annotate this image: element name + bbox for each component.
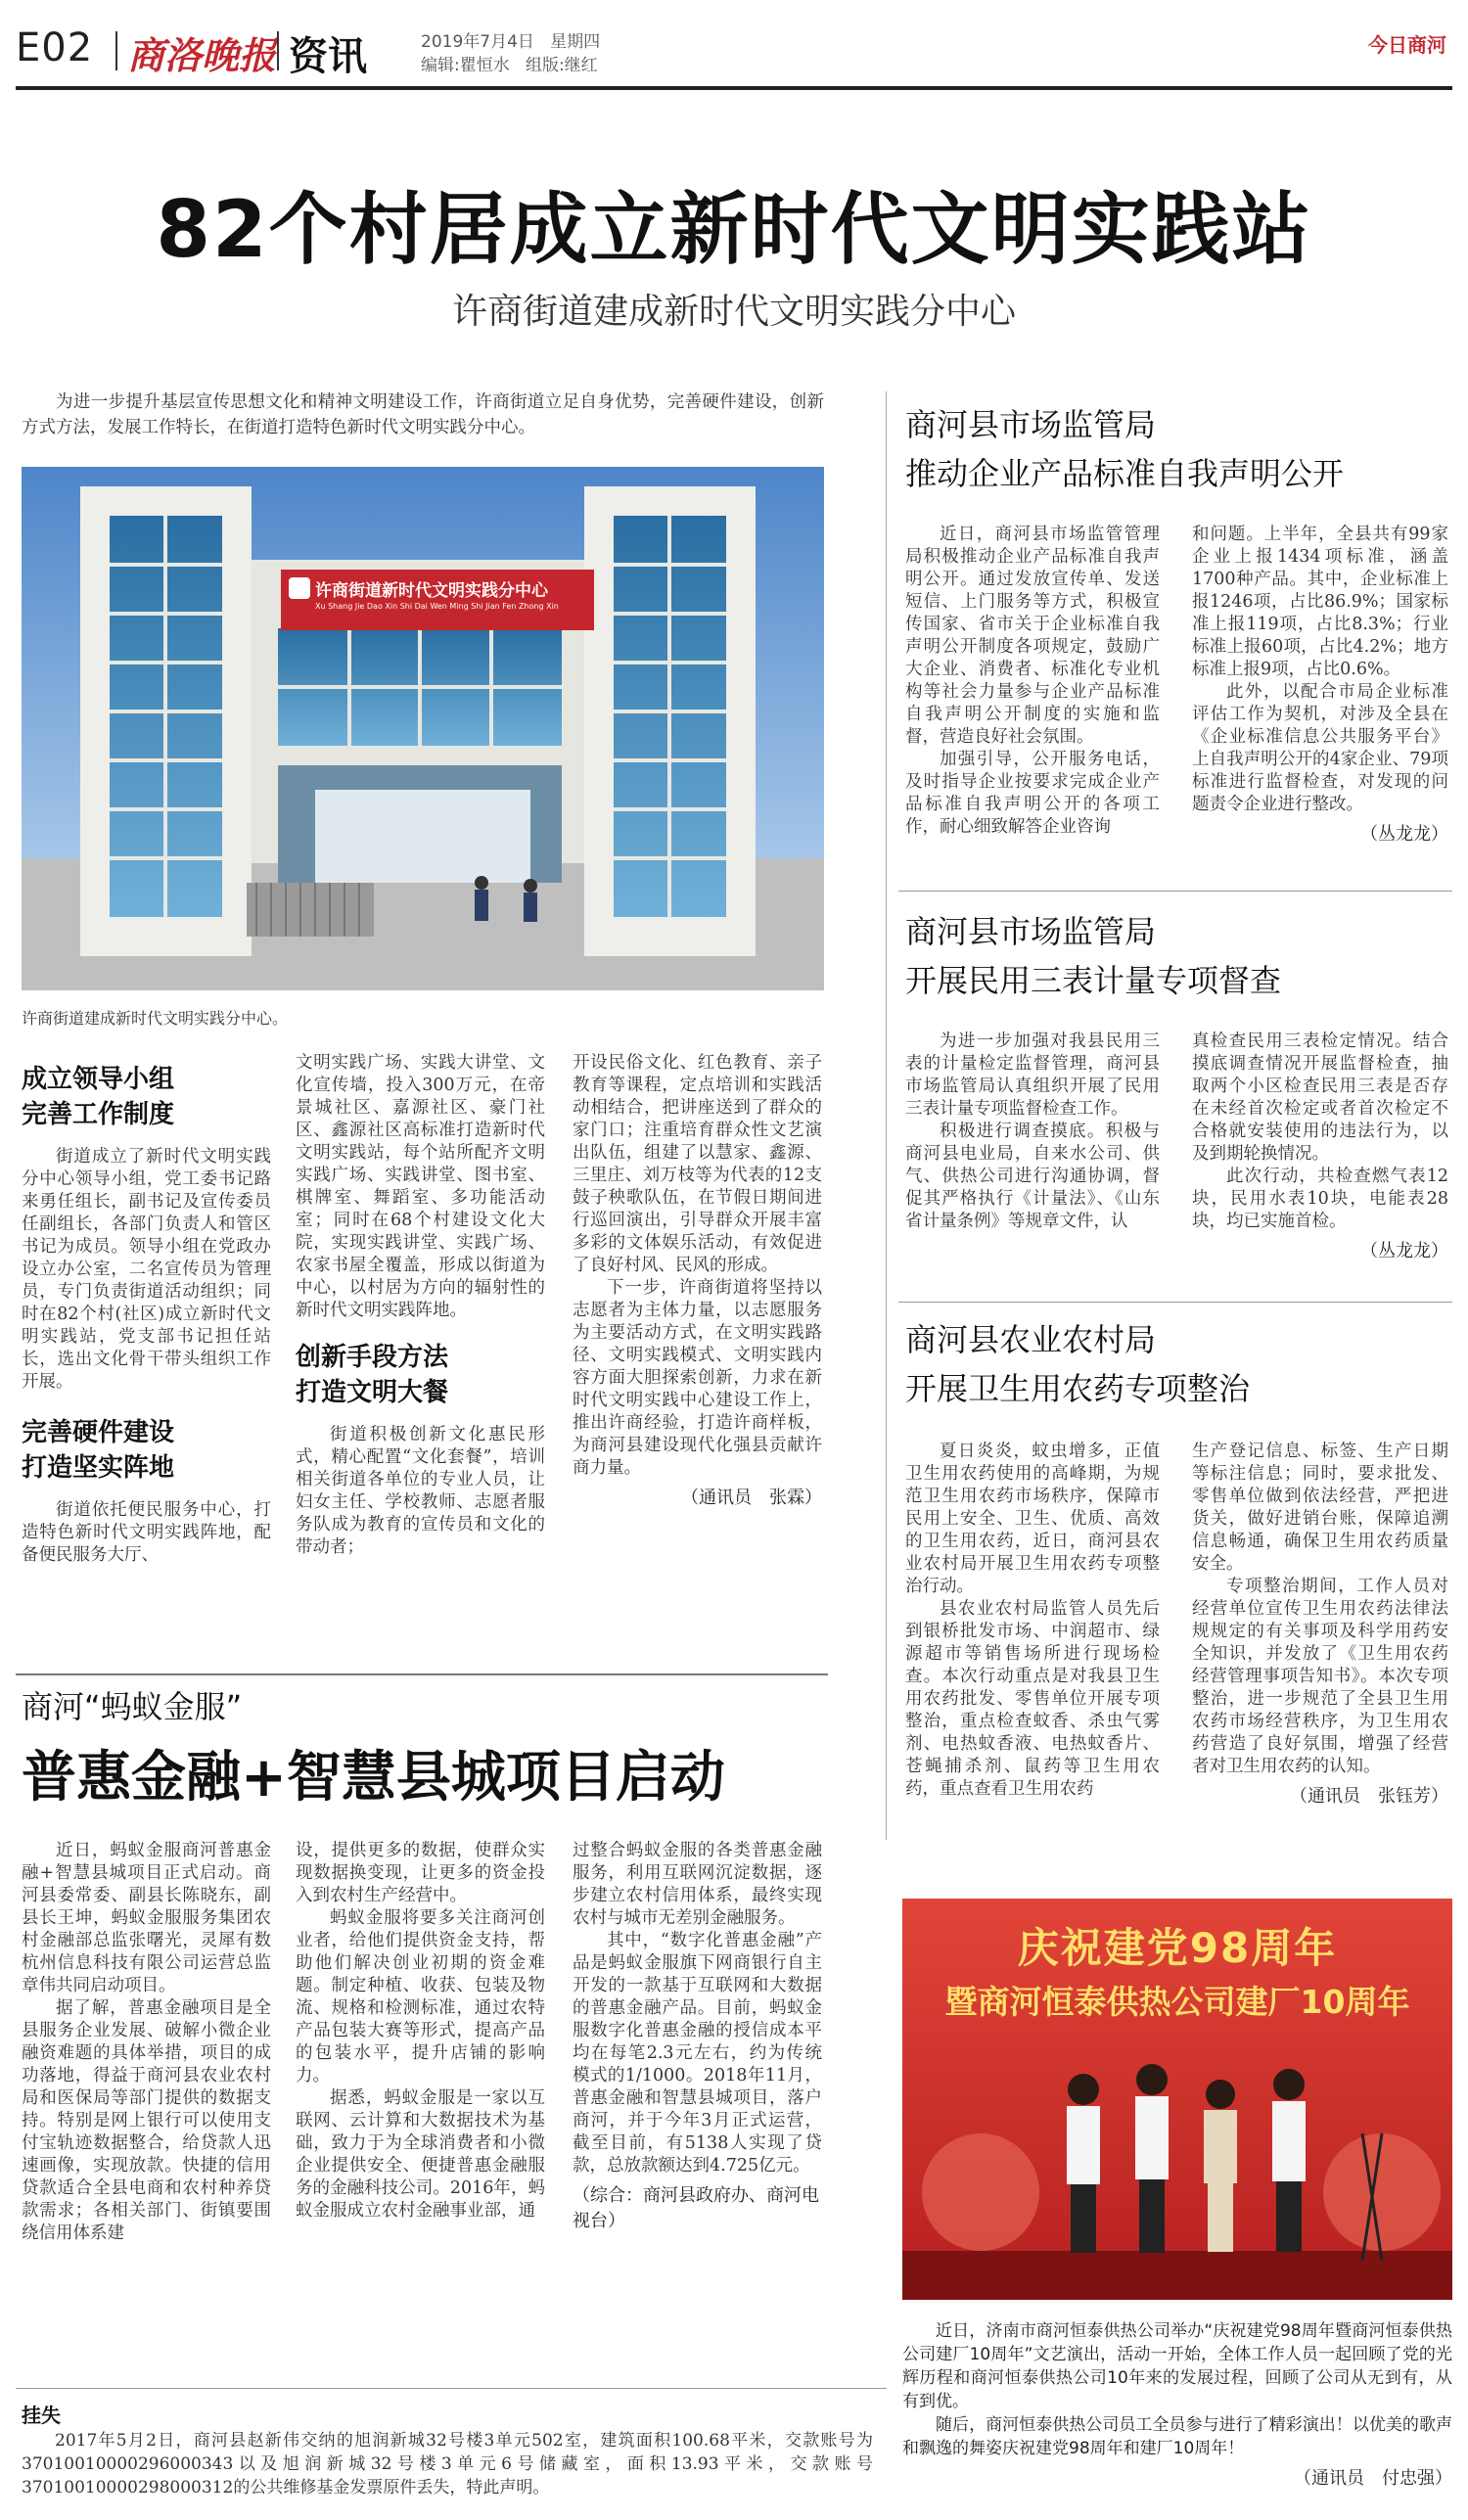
market2-paragraph-1: 为进一步加强对我县民用三表的计量检定监督管理，商河县市场监管局认真组织开展了民用三表计量专项监督检查工作。 (905, 1031, 1160, 1119)
editor-text: 编辑:瞿恒水 (421, 56, 510, 75)
agri-paragraph-1: 夏日炎炎，蚊虫增多，正值卫生用农药使用的高峰期，为规范卫生用农药市场秩序，保障市民用上安全、卫生、优质、高效的卫生用农药，近日，商河县农业农村局开展卫生用农药专项整治行动。 (905, 1442, 1160, 1596)
weekday-text: 星期四 (550, 32, 601, 52)
celebration-paragraph-2: 随后，商河恒泰供热公司员工全员参与进行了精彩演出！以优美的歌声和飘逸的舞姿庆祝建党98周年和建厂10周年！ (902, 2415, 1452, 2458)
photo-sign-pinyin: Xu Shang Jie Dao Xin Shi Dai Wen Ming Shi Jian Fen Zhong Xin (315, 602, 559, 611)
editor-credit (421, 51, 598, 75)
notice-top-rule (16, 2388, 887, 2389)
market2-byline: （丛龙龙） (1360, 1241, 1448, 1261)
section-label: 资讯 (289, 34, 367, 79)
ant-byline: （综合：商河县政府办、商河电视台） (573, 2185, 819, 2231)
market2-column-2 (1192, 1031, 1448, 1262)
market1-column-1 (905, 524, 1160, 839)
market1-paragraph-3: 和问题。上半年，全县共有99家企业上报1434项标准，涵盖1700种产品。其中，企业标准上报1246项，占比86.9%；国家标准上报119项，占比8.3%；行业标准上报60项，占比4.2%；地方标准上报9项，占比0.6%。 (1192, 525, 1448, 679)
lead-subtitle: 许商街道建成新时代文明实践分中心 (451, 292, 1016, 332)
issue-date (421, 27, 600, 52)
lead-subhead-1: 成立领导小组 完善工作制度 (22, 1065, 175, 1129)
notice-title: 挂失 (22, 2404, 61, 2427)
lead-bottom-rule (16, 1673, 828, 1675)
agri-paragraph-2: 县农业农村局监管人员先后到银桥批发市场、中润超市、绿源超市等销售场所进行现场检查。本次行动重点是对我县卫生用农药批发、零售单位开展专项整治，重点检查蚊香、杀虫气雾剂、电热蚊香液、电热蚊香片、苍蝇捕杀剂、鼠药等卫生用农药，重点查看卫生用农药 (905, 1599, 1160, 1799)
market1-byline: （丛龙龙） (1360, 824, 1448, 845)
market2-column-1 (905, 1031, 1160, 1233)
market2-title-line1: 商河县市场监管局 (905, 913, 1157, 950)
celebration-byline: （通讯员 付忠强） (1294, 2468, 1452, 2489)
agri-title-line1: 商河县农业农村局 (905, 1321, 1157, 1358)
market2-bottom-rule (898, 1302, 1452, 1303)
lead-paragraph-3: 文明实践广场、实践大讲堂、文化宣传墙，投入300万元，在帝景城社区、嘉源社区、豪门社区、鑫源社区高标准打造新时代文明实践站，每个站所配齐文明实践广场、实践讲堂、图书室、棋牌室、舞蹈室、多功能活动室；同时在68个村建设文化大院，实现实践讲堂、实践广场、农家书屋全覆盖，形成以街道为中心，以村居为方向的辐射性的新时代文明实践阵地。 (296, 1053, 545, 1320)
ant-paragraph-6: 过整合蚂蚁金服的各类普惠金融服务，利用互联网沉淀数据，逐步建立农村信用体系，最终实现农村与城市无差别金融服务。 (573, 1841, 822, 1928)
photo-caption: 许商街道建成新时代文明实践分中心。 (22, 1009, 289, 1028)
market1-paragraph-1: 近日，商河县市场监管管理局积极推动企业产品标准自我声明公开。通过发放宣传单、发送短信、上门服务等方式，积极宣传国家、省市关于企业标准自我声明公开制度各项规定，鼓励广大企业、消费者、标准化专业机构等社会力量参与企业产品标准自我声明公开制度的实施和监督，营造良好社会氛围。 (905, 525, 1160, 747)
column-divider (886, 391, 887, 1840)
lead-title: 82个村居成立新时代文明实践站 (156, 184, 1312, 275)
market2-paragraph-4: 此次行动，共检查燃气表12块，民用水表10块，电能表28块，均已实施首检。 (1192, 1167, 1448, 1231)
layout-text: 组版:继红 (525, 56, 598, 75)
market2-paragraph-2: 积极进行调查摸底。积极与商河县电业局，自来水公司、供气、供热公司进行沟通协调，督促其严格执行《计量法》、《山东省计量条例》等规章文件，认 (905, 1122, 1160, 1231)
market2-paragraph-3: 真检查民用三表检定情况。结合摸底调查情况开展监督检查，抽取两个小区检查民用三表是否存在未经首次检定或者首次检定不合格就安装使用的违法行为，以及到期轮换情况。 (1192, 1031, 1448, 1164)
masthead-rule (16, 86, 1452, 90)
masthead-divider (277, 31, 279, 70)
market1-paragraph-2: 加强引导，公开服务电话，及时指导企业按要求完成企业产品标准自我声明公开的各项工作，耐心细致解答企业咨询 (905, 750, 1160, 837)
masthead-divider (115, 31, 117, 70)
agri-column-1 (905, 1441, 1160, 1801)
market1-paragraph-4: 此外，以配合市局企业标准评估工作为契机，对涉及全县在《企业标准信息公共服务平台》上自我声明公开的4家企业、79项标准进行监督检查，对发现的问题责令企业进行整改。 (1192, 682, 1448, 814)
agri-paragraph-4: 专项整治期间，工作人员对经营单位宣传卫生用农药法律法规规定的有关事项及科学用药安全知识，并发放了《卫生用农药经营管理事项告知书》。本次专项整治，进一步规范了全县卫生用农药市场经营秩序，为卫生用农药营造了良好氛围，增强了经营者对卫生用农药的认知。 (1192, 1577, 1448, 1776)
lead-column-2 (296, 1052, 545, 1559)
market2-title-line2: 开展民用三表计量专项督查 (905, 962, 1282, 999)
ant-paragraph-3: 设，提供更多的数据，使群众实现数据换变现，让更多的资金投入到农村生产经营中。 (296, 1841, 545, 1905)
ant-paragraph-5: 据悉，蚂蚁金服是一家以互联网、云计算和大数据技术为基础，致力于为全球消费者和小微企业提供安全、便捷普惠金融服务的金融科技公司。2016年，蚂蚁金服成立农村金融事业部，通 (296, 2088, 545, 2221)
agri-paragraph-3: 生产登记信息、标签、生产日期等标注信息；同时，要求批发、零售单位做到依法经营，严把进货关，做好进销台账，保障追溯信息畅通，确保卫生用农药质量安全。 (1192, 1442, 1448, 1574)
lead-byline: （通讯员 张霖） (681, 1488, 822, 1508)
corner-tag: 今日商河 (1368, 33, 1446, 57)
ant-paragraph-1: 近日，蚂蚁金服商河普惠金融+智慧县城项目正式启动。商河县委常委、副县长陈晓东，副县长王坤，蚂蚁金服服务集团农村金融部总监张曙光，灵犀有数杭州信息科技有限公司运营总监章伟共同启动项目。 (22, 1841, 271, 1995)
ant-paragraph-2: 据了解，普惠金融项目是全县服务企业发展、破解小微企业融资难题的具体举措，项目的成功落地，得益于商河县农业农村局和医保局等部门提供的数据支持。特别是网上银行可以使用支付宝轨迹数据整合，给贷款人迅速画像，实现放款。快捷的信用贷款适合全县电商和农村种养贷款需求；各相关部门、街镇要围绕信用体系建 (22, 1998, 271, 2243)
lead-subhead-2: 完善硬件建设 打造坚实阵地 (22, 1418, 175, 1483)
lead-intro: 为进一步提升基层宣传思想文化和精神文明建设工作，许商街道立足自身优势，完善硬件建设，创新方式方法，发展工作特长，在街道打造特色新时代文明实践分中心。 (22, 392, 824, 437)
lead-paragraph-4: 街道积极创新文化惠民形式，精心配置“文化套餐”，培训相关街道各单位的专业人员，让妇女主任、学校教师、志愿者服务队成为教育的宣传员和文化的带动者； (296, 1425, 545, 1557)
ant-kicker: 商河“蚂蚁金服” (22, 1688, 243, 1725)
celebration-banner-2: 暨商河恒泰供热公司建厂10周年 (944, 1983, 1410, 2021)
market1-title-line1: 商河县市场监管局 (905, 406, 1157, 443)
lead-photo (22, 467, 824, 990)
market1-bottom-rule (898, 891, 1452, 892)
agri-title-line2: 开展卫生用农药专项整治 (905, 1370, 1251, 1407)
lead-subhead-3: 创新手段方法 打造文明大餐 (296, 1343, 449, 1407)
ant-column-2 (296, 1840, 545, 2222)
celebration-paragraph-1: 近日，济南市商河恒泰供热公司举办“庆祝建党98周年暨商河恒泰供热公司建厂10周年”文艺演出，活动一开始，全体工作人员一起回顾了党的光辉历程和商河恒泰供热公司10年来的发展过程，回顾了公司从无到有，从有到优。 (902, 2321, 1452, 2411)
page-number: E02 (16, 25, 94, 70)
ant-column-3 (573, 1840, 822, 2232)
lead-column-3 (573, 1052, 822, 1509)
celebration-banner-1: 庆祝建党98周年 (1017, 1924, 1338, 1972)
building-illustration (22, 467, 824, 990)
celebration-photo (902, 1899, 1452, 2300)
lead-paragraph-5: 开设民俗文化、红色教育、亲子教育等课程，定点培训和实践活动相结合，把讲座送到了群众的家门口；注重培育群众性文艺演出队伍，组建了以慧家、鑫源、三里庄、刘万枝等为代表的12支鼓子秧歌队伍，在节假日期间进行巡回演出，引导群众开展丰富多彩的文体娱乐活动，有效促进了良好村风、民风的形成。 (573, 1053, 822, 1275)
paper-logo: 商洛晚报 (127, 33, 277, 77)
lead-column-1 (22, 1062, 271, 1567)
ant-title: 普惠金融+智慧县城项目启动 (22, 1746, 725, 1810)
lead-paragraph-2: 街道依托便民服务中心，打造特色新时代文明实践阵地，配备便民服务大厅、 (22, 1500, 271, 1565)
ant-column-1 (22, 1840, 271, 2245)
photo-sign-text: 许商街道新时代文明实践分中心 (315, 581, 548, 601)
celebration-caption (902, 2319, 1452, 2490)
lead-paragraph-6: 下一步，许商街道将坚持以志愿者为主体力量，以志愿服务为主要活动方式，在文明实践路径、文明实践模式、文明实践内容方面大胆探索创新，力求在新时代文明实践中心建设工作上，推出许商经验，打造许商样板，为商河县建设现代化强县贡献许商力量。 (573, 1278, 822, 1478)
lead-paragraph-1: 街道成立了新时代文明实践分中心领导小组，党工委书记路来勇任组长，副书记及宣传委员任副组长，各部门负责人和管区书记为成员。领导小组在党政办设立办公室，二名宣传员为管理员，专门负责街道活动组织；同时在82个村(社区)成立新时代文明实践站，党支部书记担任站长，选出文化骨干带头组织工作开展。 (22, 1147, 271, 1392)
date-text: 2019年7月4日 (421, 32, 534, 52)
ant-paragraph-7: 其中，“数字化普惠金融”产品是蚂蚁金服旗下网商银行自主开发的一款基于互联网和大数据的普惠金融产品。目前，蚂蚁金服数字化普惠金融的授信成本平均在每笔2.3元左右，约为传统模式的1/1000。2018年11月，普惠金融和智慧县城项目，落户商河，并于今年3月正式运营，截至目前，有5138人实现了贷款，总放款额达到4.725亿元。 (573, 1931, 822, 2176)
agri-byline: （通讯员 张钰芳） (1290, 1786, 1448, 1807)
market1-column-2 (1192, 524, 1448, 846)
agri-column-2 (1192, 1441, 1448, 1808)
market1-title-line2: 推动企业产品标准自我声明公开 (905, 455, 1345, 492)
ant-paragraph-4: 蚂蚁金服将要多关注商河创业者，给他们提供资金支持，帮助他们解决创业初期的资金难题。制定种植、收获、包装及物流、规格和检测标准，通过农特产品包装大赛等形式，提高产品的包装水平，提升店铺的影响力。 (296, 1908, 545, 2085)
notice-text: 2017年5月2日，商河县赵新伟交纳的旭润新城32号楼3单元502室，建筑面积100.68平米，交款账号为37010010000296000343以及旭润新城32号楼3单元6号储藏室，面积13.93平米，交款账号37010010000298000312的公共维修基金发票原件丢失，特此声明。 (22, 2431, 873, 2497)
